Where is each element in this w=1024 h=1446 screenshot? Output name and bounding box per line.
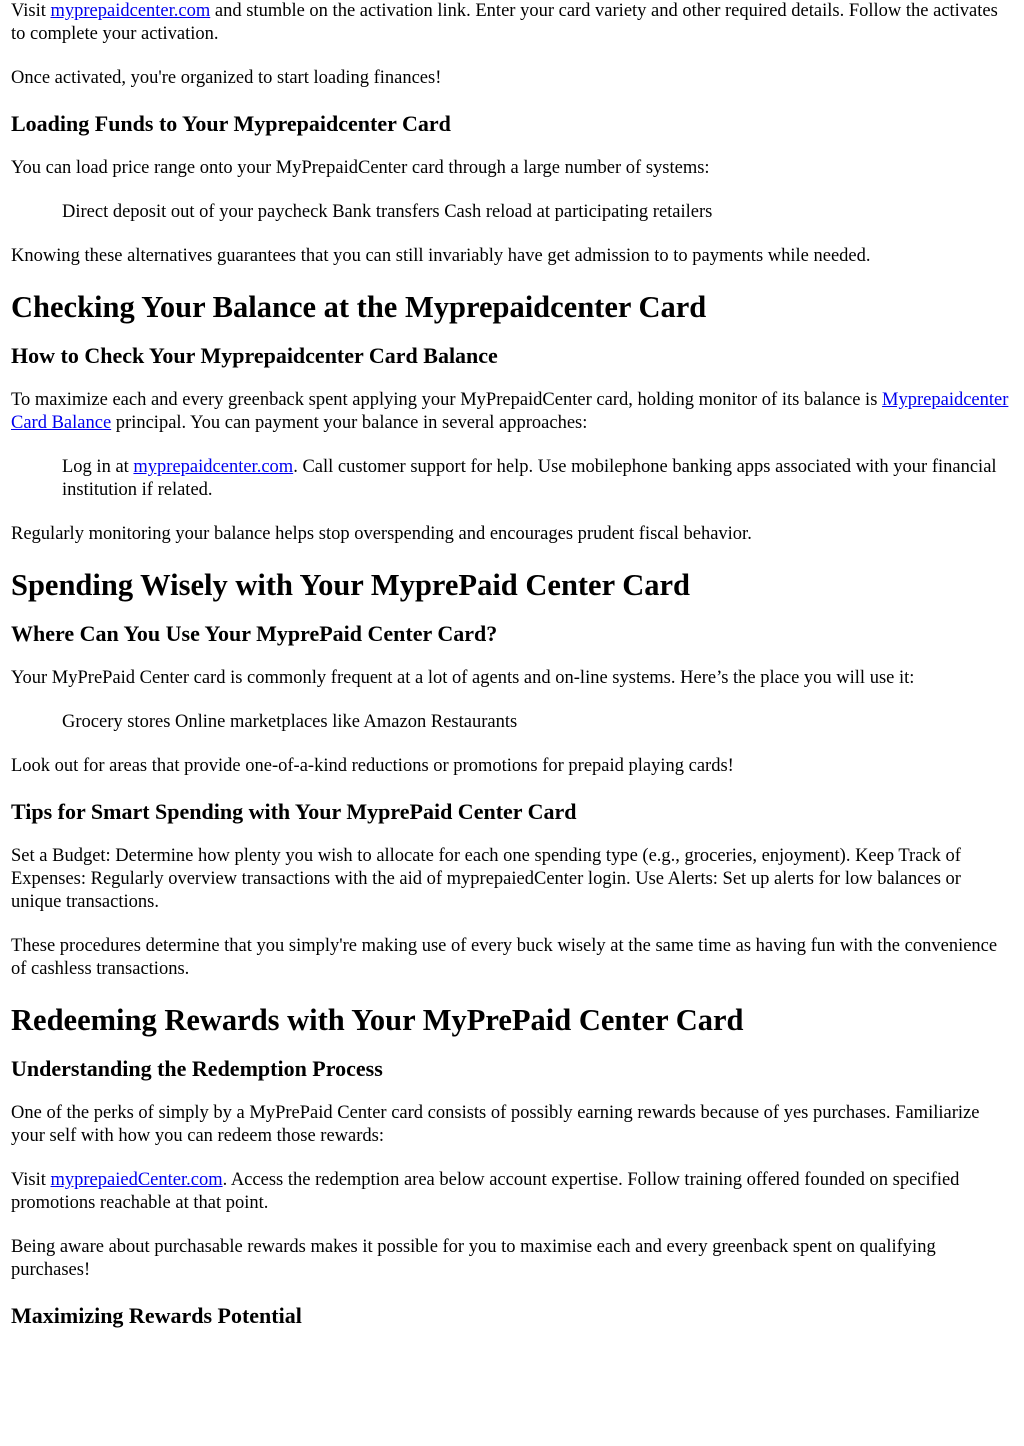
redeeming-rewards-heading: Redeeming Rewards with Your MyPrePaid Center Card bbox=[11, 1003, 744, 1037]
spending-wisely-heading: Spending Wisely with Your MyprePaid Center Card bbox=[11, 568, 690, 602]
checking-balance-heading: Checking Your Balance at the Myprepaidcenter Card bbox=[11, 290, 707, 324]
redeem-text-post: . Access the redemption area below account expertise. Follow training offered founded on specified promotions reachable at that point. bbox=[11, 1170, 960, 1213]
myprepaiedcenter-link[interactable]: myprepaiedCenter.com bbox=[50, 1170, 223, 1190]
where-to-use-heading: Where Can You Use Your MyprePaid Center Card? bbox=[11, 621, 498, 646]
intro-text-pre: Visit bbox=[11, 1, 51, 21]
activated-paragraph: Once activated, you're organized to start loading finances! bbox=[11, 68, 442, 88]
loading-methods-list: Direct deposit out of your paycheck Bank transfers Cash reload at participating retailers bbox=[62, 202, 713, 222]
where-to-use-list: Grocery stores Online marketplaces like Amazon Restaurants bbox=[62, 712, 518, 732]
checking-text-pre: To maximize each and every greenback spent applying your MyPrepaidCenter card, holding monitor of its balance is bbox=[11, 390, 883, 410]
redemption-paragraph: One of the perks of simply by a MyPrePaid Center card consists of possibly earning rewards because of yes purchases. Familiarize your self with how you can redeem those rewards: bbox=[11, 1103, 980, 1146]
login-link[interactable]: myprepaidcenter.com bbox=[133, 457, 294, 477]
checking-methods-list bbox=[62, 456, 1013, 502]
procedures-paragraph: These procedures determine that you simply're making use of every buck wisely at the same time as having fun with the convenience of cashless transactions. bbox=[11, 936, 998, 979]
monitoring-paragraph: Regularly monitoring your balance helps stop overspending and encourages prudent fiscal behavior. bbox=[11, 524, 752, 544]
redeem-steps-paragraph bbox=[11, 1169, 1013, 1215]
redemption-process-heading: Understanding the Redemption Process bbox=[11, 1056, 383, 1081]
where-to-use-paragraph: Your MyPrePaid Center card is commonly frequent at a lot of agents and on-line systems. Here’s the place you will use it: bbox=[11, 668, 915, 688]
loading-paragraph: You can load price range onto your MyPrepaidCenter card through a large number of systems: bbox=[11, 158, 710, 178]
checking-list-pre: Log in at bbox=[62, 457, 134, 477]
promotions-paragraph: Look out for areas that provide one-of-a-kind reductions or promotions for prepaid playing cards! bbox=[11, 756, 734, 776]
smart-spending-heading: Tips for Smart Spending with Your MyprePaid Center Card bbox=[11, 799, 577, 824]
intro-paragraph bbox=[11, 0, 1013, 46]
myprepaidcenter-link[interactable]: myprepaidcenter.com bbox=[50, 1, 211, 21]
card-balance-link[interactable]: Myprepaidcenter Card Balance bbox=[11, 390, 1009, 433]
checking-list-post: . Call customer support for help. Use mobilephone banking apps associated with your financial institution if related. bbox=[62, 457, 997, 500]
loading-funds-heading: Loading Funds to Your Myprepaidcenter Card bbox=[11, 111, 451, 136]
loading-alternatives-paragraph: Knowing these alternatives guarantees that you can still invariably have get admission to to payments while needed. bbox=[11, 246, 871, 266]
checking-paragraph bbox=[11, 389, 1013, 435]
maximizing-rewards-heading: Maximizing Rewards Potential bbox=[11, 1303, 302, 1328]
checking-text-post: principal. You can payment your balance in several approaches: bbox=[111, 413, 588, 433]
intro-text-post: and stumble on the activation link. Enter your card variety and other required details. Follow the activates to complete your activation. bbox=[11, 1, 998, 44]
redeem-text-pre: Visit bbox=[11, 1170, 51, 1190]
smart-spending-paragraph: Set a Budget: Determine how plenty you wish to allocate for each one spending type (e.g., groceries, enjoyment). Keep Track of Expenses: Regularly overview transactions with the aid of myprepaiedCenter login. Use Alerts: Set up alerts for low balances or unique transactions. bbox=[11, 846, 961, 912]
rewards-awareness-paragraph: Being aware about purchasable rewards makes it possible for you to maximise each and every greenback spent on qualifying purchases! bbox=[11, 1237, 936, 1280]
how-to-check-heading: How to Check Your Myprepaidcenter Card Balance bbox=[11, 343, 498, 368]
